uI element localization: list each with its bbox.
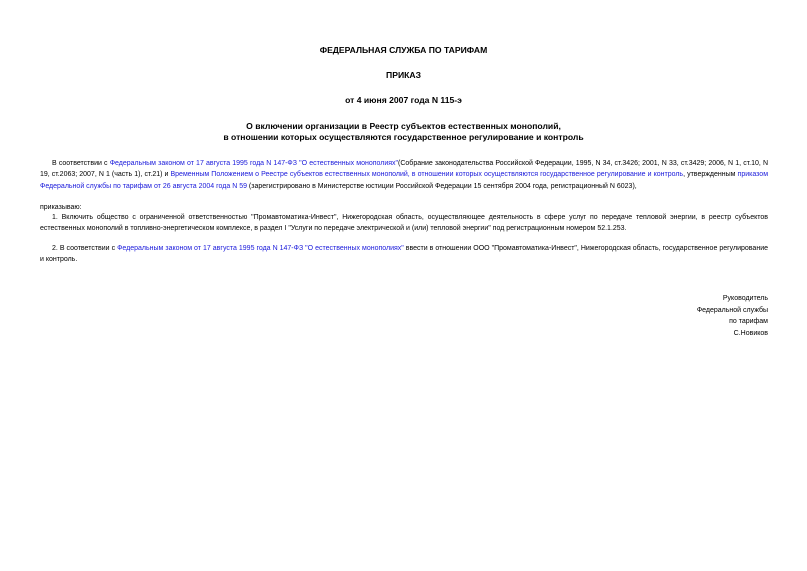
signature-agency-2: по тарифам xyxy=(729,318,768,326)
order-item-2 xyxy=(40,243,768,266)
order-item-2-text-1: 2. В соответствии с xyxy=(52,245,118,252)
federal-law-link[interactable]: Федеральным законом от 17 августа 1995 года N 147-ФЗ "О естественных монополиях" xyxy=(109,160,399,167)
fst-order-link[interactable]: приказом Федеральной службы по тарифам от 26 августа 2004 года N 59 xyxy=(40,171,769,190)
order-item-1-text: 1. Включить общество с ограниченной ответственностью "Промавтоматика-Инвест", Нижегородская область, осуществляющее деятельность в сфере услуг по передаче тепловой энергии, в реестр субъектов естественных монополий в топливно-энергетическом комплексе, в раздел I "Услуги по передаче электрической и (или) тепловой энергии" под регистрационным номером 52.1.253. xyxy=(40,214,768,233)
preamble-text-2: (Собрание законодательства Российской Федерации, 1995, N 34, ст.3426; 2001, N 33, ст.3429; 2006, N 1, ст.10, N 19, ст.2063; 2007, N 1 (часть 1), ст.21) и xyxy=(40,160,769,179)
agency-name: ФЕДЕРАЛЬНАЯ СЛУЖБА ПО ТАРИФАМ xyxy=(319,45,488,55)
document-date-number: от 4 июня 2007 года N 115-э xyxy=(345,95,462,105)
preamble-text-4: (зарегистрировано в Министерстве юстиции Российской Федерации 15 сентября 2004 года, регистрационный N 6023), xyxy=(246,182,637,190)
document-type: ПРИКАЗ xyxy=(386,70,421,80)
signature-name: С.Новиков xyxy=(733,329,768,337)
order-item-2-text-2: ввести в отношении ООО "Промавтоматика-Инвест", Нижегородская область, государственное регулирование и контроль. xyxy=(40,245,768,264)
registry-regulation-link[interactable]: Временным Положением о Реестре субъектов естественных монополий, в отношении которых осуществляются государственное регулирование и контроль xyxy=(170,171,684,179)
preamble-text-1: В соответствии с xyxy=(52,160,110,167)
document-title-line-2: в отношении которых осуществляются государственное регулирование и контроль xyxy=(223,132,584,142)
preamble-paragraph xyxy=(40,158,768,192)
preamble-text-3: , утвержденным xyxy=(683,171,738,179)
signature-position: Руководитель xyxy=(722,295,768,302)
signature-block xyxy=(568,293,768,339)
order-word: приказываю: xyxy=(40,204,82,211)
document-title-line-1: О включении организации в Реестр субъектов естественных монополий, xyxy=(246,121,561,131)
signature-agency: Федеральной службы xyxy=(696,306,768,314)
federal-law-link-2[interactable]: Федеральным законом от 17 августа 1995 года N 147-ФЗ "О естественных монополиях" xyxy=(117,245,404,252)
order-item-1 xyxy=(40,212,768,235)
